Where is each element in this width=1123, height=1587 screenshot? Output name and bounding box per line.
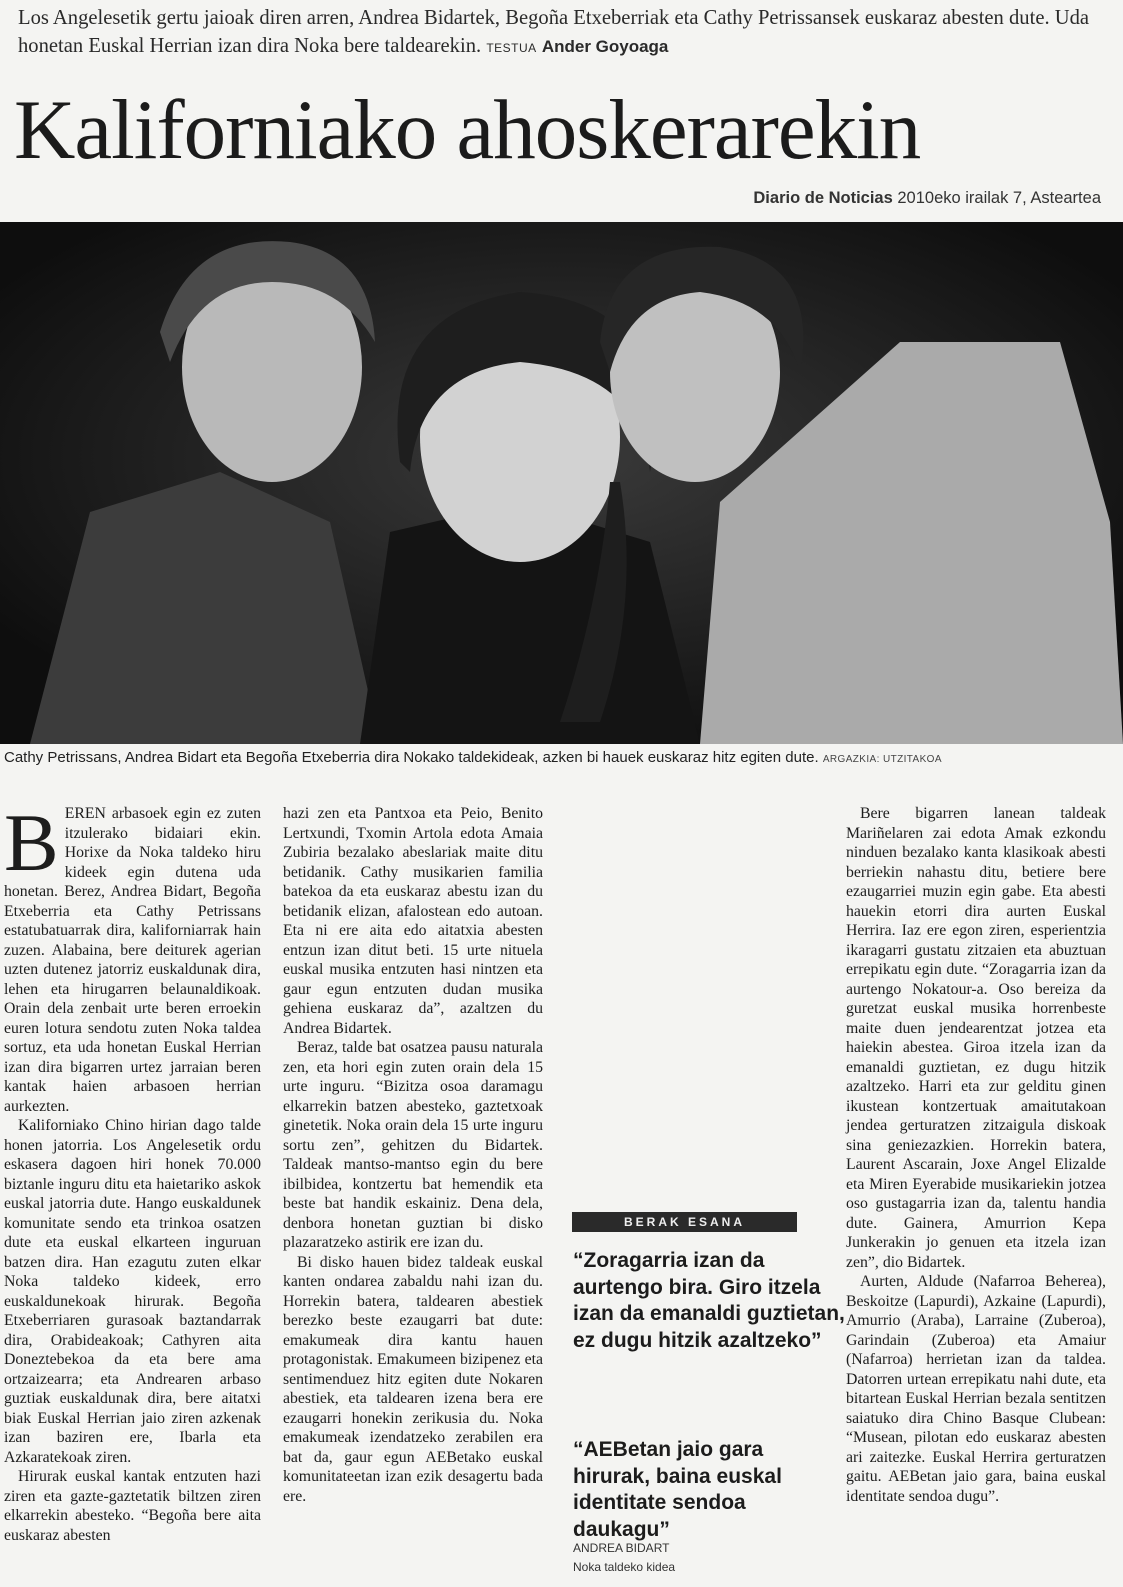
body-column-2: [283, 804, 543, 1506]
source-date: 2010eko irailak 7, Asteartea: [897, 189, 1101, 207]
source-name: Diario de Noticias: [753, 189, 893, 207]
body-paragraph: Hirurak euskal kantak entzuten hazi ziren eta gazte-gaztetatik biltzen ziren elkarrekin abesteko. “Begoña bere aita euskaraz abesten: [4, 1468, 261, 1544]
body-paragraph: Aurten, Aldude (Nafarroa Beherea), Beskoitze (Lapurdi), Azkaine (Lapurdi), Amurrio (Araba), Larraine (Zuberoa), Garindain (Zuberoa) eta Amaiur (Nafarroa) herrietan izan da taldea. Datorren urtean errepikatu nahi dute, eta bitartean Euskal Herrian bezala sentitzen saiatuko dira Chino Basque Clubean: “Musean, pilotan edo euskaraz abesten ari zaitezke. Euskal Herrira gerturatzen gaitu. AEBetan jaio gara, baina euskal identitate sendoa dugu”.: [846, 1273, 1106, 1505]
quote-attribution-role: Noka taldeko kidea: [573, 1560, 676, 1574]
author-name: Ander Goyoaga: [541, 37, 669, 56]
body-paragraph: Bere bigarren lanean taldeak Mariñelaren zai edota Amak ezkondu ninduen bezalako kanta klasikoak abesti berriekin nahastu ditu, betiere bere ezaugarriei muzin egin gabe. Eta abesti hauekin etorri dira aurten Euskal Herrira. Iaz ere egon ziren, esperientzia ikaragarri gustatu zitzaien eta abuztuan errepikatu egin dute. “Zoragarria izan da aurtengo Nokatour-a. Oso bereiza da guretzat euskal musika horrenbeste maite duen jendearentzat jotzea eta haiekin abestea. Giroa itzela izan da emanaldi guztietan, ez dugu hitzik azaltzeko. Harri eta zur gelditu ginen ikustean kontzertuak amaitutakoan jendea gerturatzen zitzaigula diskoak sina geniezazkien. Horrekin batera, Laurent Ascarain, Joxe Angel Elizalde eta Miren Eyerabide musikariekin jotzea oso gustagarria izan da, talentu handia dute. Gainera, Amurrion Kepa Junkerakin jo genuen eta itzela izan zen”, dio Bidartek.: [846, 805, 1106, 1271]
headline: Kaliforniako ahoskerarekin: [14, 83, 921, 177]
credit-label: TESTUA: [486, 41, 537, 55]
article-header: [0, 0, 1123, 222]
source-line: [753, 189, 1101, 208]
pull-quote-2: “AEBetan jaio gara hirurak, baina euskal identitate sendoa daukagu”: [573, 1438, 782, 1541]
body-paragraph: Kaliforniako Chino hirian dago talde honen jatorria. Los Angelesetik ordu eskasera dagoen hiri honek 70.000 biztanle inguru ditu eta haietariko askok euskal jatorria dute. Hango euskaldunek komunitate sendo eta trinkoa osatzen dute eta euskal elkarteen inguruan batzen dira. Han ezagutu zuten elkar Noka taldeko kideek, erro euskaldunekoak hirurak. Begoña Etxeberriaren gurasoak baztandarrak dira, Orabideakoak; Cathyren aita Doneztebekoa da eta bere ama ortzaizearra; eta Andrearen arbaso guztiak euskaldunak dira, bere aitatxi biak Euskal Herrian jaio ziren azkenak izan baziren ere, Ibarla eta Azkaratekoak ziren.: [4, 1117, 261, 1466]
photo-credit: ARGAZKIA: UTZITAKOA: [822, 754, 942, 765]
article-lead: [18, 4, 1108, 62]
photo-caption: [4, 749, 1119, 766]
group-photo: [0, 222, 1123, 744]
body-paragraph: Beraz, talde bat osatzea pausu naturala zen, eta hori egin zuten orain dela 15 urte inguru. “Bizitza osoa daramagu elkarrekin batzen abesteko, gaztetxoak ginetetik. Noka orain dela 15 urte inguru sortu zen”, gehitzen du Bidartek. Taldeak mantso-mantso egin du bere ibilbidea, kontzertu bat hemendik eta beste bat handik eskainiz. Dena dela, denbora honetan guztian bi disko plazaratzeko astirik ere izan du.: [283, 1039, 543, 1251]
body-paragraph: Bi disko hauen bidez taldeak euskal kanten ondarea zabaldu nahi izan du. Horrekin batera, taldearen abestiek berezko beste ezaugarri bat dute: emakumeak dira kantu hauen protagonistak. Emakumeen bizipenez eta sentimenduez hitz egiten dute Nokaren abestiek, eta taldearen izena bera ere ezaugarri honekin zerikusia du. Noka emakumeak izendatzeko zerabilen era bat da, gaur egun AEBetako euskal komunitateetan izan ezik desagertu bada ere.: [283, 1253, 543, 1505]
body-column-1: [4, 797, 261, 1545]
lead-text: Los Angelesetik gertu jaioak diren arren, Andrea Bidartek, Begoña Etxeberriak eta Cathy Petrissansek euskaraz abesten dute. Uda honetan Euskal Herrian izan dira Noka bere taldearekin.: [18, 7, 1090, 57]
body-column-4: [846, 804, 1106, 1506]
body-paragraph: hazi zen eta Pantxoa eta Peio, Benito Lertxundi, Txomin Artola edota Amaia Zubiria bezalako abeslariak maite ditu betidanik. Cathy musikarien familia batekoa da eta euskaraz abestu izan du betidanik elizan, afalostean edo autoan. Eta ni ere aita edo aitatxia abesten entzun izan ditut beti. 15 urte nituela euskal musika entzuten hasi nintzen eta gaur egun entzuten dudan musika gehiena euskaraz da”, azaltzen du Andrea Bidartek.: [283, 805, 543, 1037]
quote-attribution-name: ANDREA BIDART: [573, 1541, 670, 1555]
body-paragraph: EREN arbasoek egin ez zuten itzulerako bidaiari ekin. Horixe da Noka taldeko hiru kideek egin dutena uda honetan. Berez, Andrea Bidart, Begoña Etxeberria eta Cathy Petrissans estatubatuarrak dira, kaliforniarrak hain zuzen. Alabaina, bere deiturek agerian uzten dutenez jatorriz euskaldunak dira, lehen eta hirugarren belaunaldikoak. Orain dela zenbait urte beren erroekin euren lotura sendotu zuten Noka taldea sortuz, eta uda honetan Euskal Herrian izan dira bigarren urtez jarraian beren kantak haien arbasoen herrian aurkezten.: [4, 805, 261, 1115]
caption-text: Cathy Petrissans, Andrea Bidart eta Begoña Etxeberria dira Nokako taldekideak, azken bi hauek euskaraz hitz egiten dute.: [4, 749, 819, 766]
drop-cap: B: [4, 797, 59, 888]
pull-quote-1: “Zoragarria izan da aurtengo bira. Giro itzela izan da emanaldi guztietan, ez dugu hitzik azaltzeko”: [573, 1249, 845, 1352]
sidebar-label: BERAK ESANA: [572, 1212, 797, 1232]
